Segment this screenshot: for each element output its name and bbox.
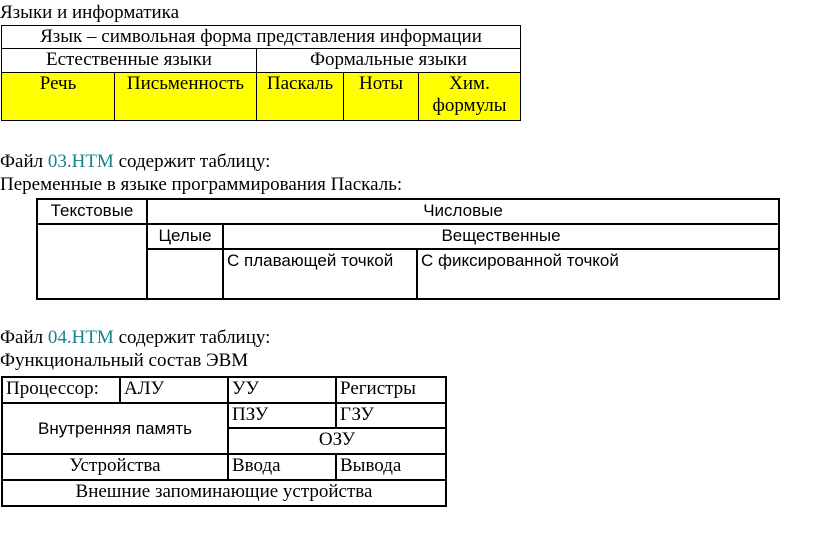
- language-header: Язык – символьная форма представления информации: [2, 26, 521, 49]
- pzu-cell: ПЗУ: [228, 403, 336, 428]
- floating-point-cell: С плавающей точкой: [223, 249, 417, 299]
- input-cell: Ввода: [228, 454, 336, 480]
- output-cell: Вывода: [336, 454, 446, 480]
- chem-formulas-cell: Хим. формулы: [419, 73, 521, 121]
- pascal-cell: Паскаль: [257, 73, 344, 121]
- numeric-type-cell: Числовые: [147, 199, 779, 224]
- pascal-variables-table: [36, 198, 780, 300]
- ozu-cell: ОЗУ: [228, 428, 446, 454]
- pascal-variables-heading: Переменные в языке программирования Паскаль:: [0, 174, 403, 195]
- external-storage-cell: Внешние запоминающие устройства: [2, 480, 446, 506]
- file1-suffix: содержит таблицу:: [113, 151, 271, 172]
- alu-cell: АЛУ: [120, 377, 228, 403]
- file1-link[interactable]: 03.HTM: [47, 151, 114, 172]
- real-cell: Вещественные: [223, 224, 779, 249]
- computer-composition-heading: Функциональный состав ЭВМ: [0, 350, 249, 371]
- gzu-cell: ГЗУ: [336, 403, 446, 428]
- internal-memory-cell: Внутренняя память: [2, 403, 228, 454]
- file2-suffix: содержит таблицу:: [113, 327, 271, 348]
- devices-cell: Устройства: [2, 454, 228, 480]
- file2-link[interactable]: 04.HTM: [47, 327, 114, 348]
- uu-cell: УУ: [228, 377, 336, 403]
- notes-cell: Ноты: [344, 73, 419, 121]
- processor-cell: Процессор:: [2, 377, 120, 403]
- doc-title: Языки и информатика: [0, 2, 180, 23]
- empty-integer-cell: [147, 249, 223, 299]
- file1-prefix: Файл: [0, 151, 48, 172]
- file2-line: [0, 327, 270, 349]
- file2-prefix: Файл: [0, 327, 48, 348]
- registers-cell: Регистры: [336, 377, 446, 403]
- speech-cell: Речь: [2, 73, 115, 121]
- file1-line: [0, 151, 270, 173]
- language-table: [1, 25, 521, 121]
- text-type-cell: Текстовые: [37, 199, 147, 224]
- computer-composition-table: [1, 376, 447, 507]
- integer-cell: Целые: [147, 224, 223, 249]
- fixed-point-cell: С фиксированной точкой: [417, 249, 779, 299]
- writing-cell: Письменность: [115, 73, 257, 121]
- empty-text-cell: [37, 224, 147, 299]
- formal-languages: Формальные языки: [257, 49, 521, 73]
- natural-languages: Естественные языки: [2, 49, 257, 73]
